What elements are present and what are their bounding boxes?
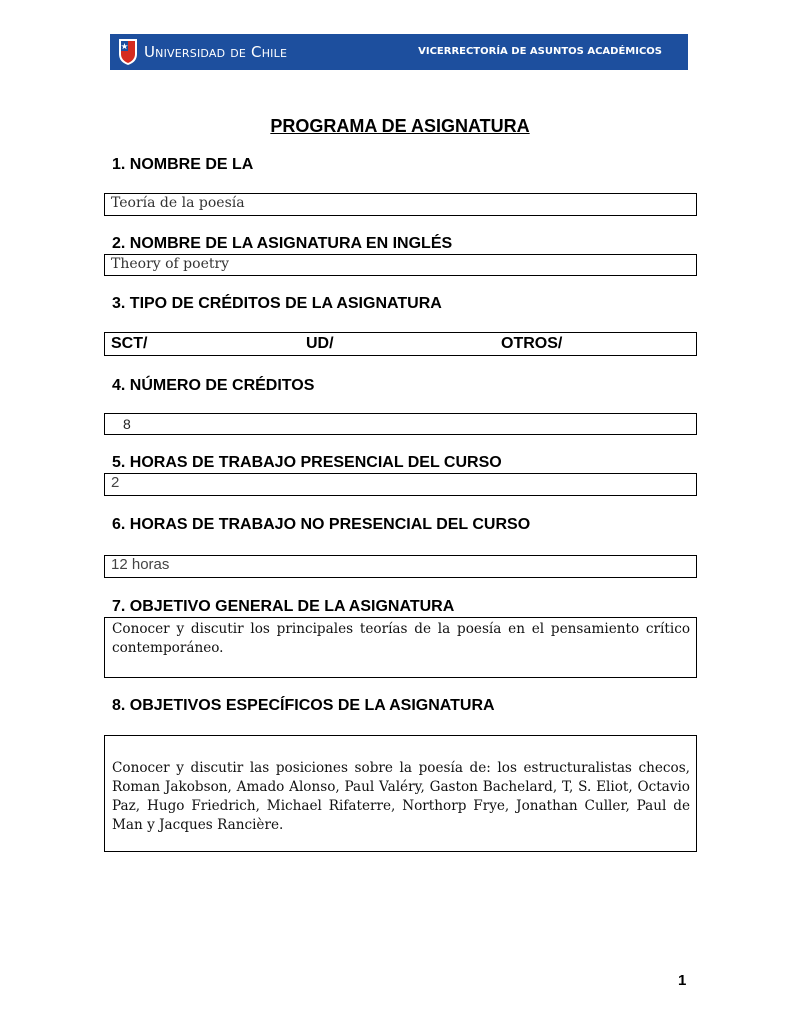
non-presential-hours-value: 12 horas xyxy=(111,556,170,573)
section-7-heading: 7. OBJETIVO GENERAL DE LA ASIGNATURA xyxy=(112,598,455,615)
credit-type-ud: UD/ xyxy=(306,335,334,352)
general-objective-text: Conocer y discutir los principales teorías de la poesía en el pensamiento crítico contemporáneo. xyxy=(112,621,690,656)
section-7-field xyxy=(104,617,697,678)
page-number: 1 xyxy=(678,972,687,989)
university-shield-logo xyxy=(118,38,138,66)
specific-objectives-text: Conocer y discutir las posiciones sobre la poesía de: los estructuralistas checos, Roman Jakobson, Amado Alonso, Paul Valéry, Gaston Bachelard, T, S. Eliot, Octavio Paz, Hugo Friedrich, Michael Rifaterre, Northorp Frye, Jonathan Culler, Paul de Man y Jacques Rancière. xyxy=(112,760,690,833)
section-4-field xyxy=(104,413,697,435)
section-8-field xyxy=(104,735,697,852)
section-8-heading: 8. OBJETIVOS ESPECÍFICOS DE LA ASIGNATURA xyxy=(112,697,495,714)
section-3-field xyxy=(104,332,697,356)
presential-hours-value: 2 xyxy=(111,474,120,491)
section-5-field xyxy=(104,473,697,496)
section-6-field xyxy=(104,555,697,578)
credits-value: 8 xyxy=(123,416,131,432)
english-name-value: Theory of poetry xyxy=(111,256,230,272)
section-2-field xyxy=(104,254,697,276)
section-1-field xyxy=(104,193,697,216)
section-4-heading: 4. NÚMERO DE CRÉDITOS xyxy=(112,377,315,394)
section-1-heading: 1. NOMBRE DE LA xyxy=(112,156,254,173)
section-6-heading: 6. HORAS DE TRABAJO NO PRESENCIAL DEL CURSO xyxy=(112,516,531,533)
document-title: PROGRAMA DE ASIGNATURA xyxy=(270,116,530,136)
university-name: Universidad de Chile xyxy=(144,43,288,61)
course-name-value: Teoría de la poesía xyxy=(111,195,245,211)
section-3-heading: 3. TIPO DE CRÉDITOS DE LA ASIGNATURA xyxy=(112,295,442,312)
section-5-heading: 5. HORAS DE TRABAJO PRESENCIAL DEL CURSO xyxy=(112,454,502,471)
section-2-heading: 2. NOMBRE DE LA ASIGNATURA EN INGLÉS xyxy=(112,235,453,252)
credit-type-otros: OTROS/ xyxy=(501,335,563,352)
header-banner xyxy=(110,34,688,70)
vicerrectoria-label: VICERRECTORÍA DE ASUNTOS ACADÉMICOS xyxy=(418,46,662,57)
credit-type-sct: SCT/ xyxy=(111,335,148,352)
